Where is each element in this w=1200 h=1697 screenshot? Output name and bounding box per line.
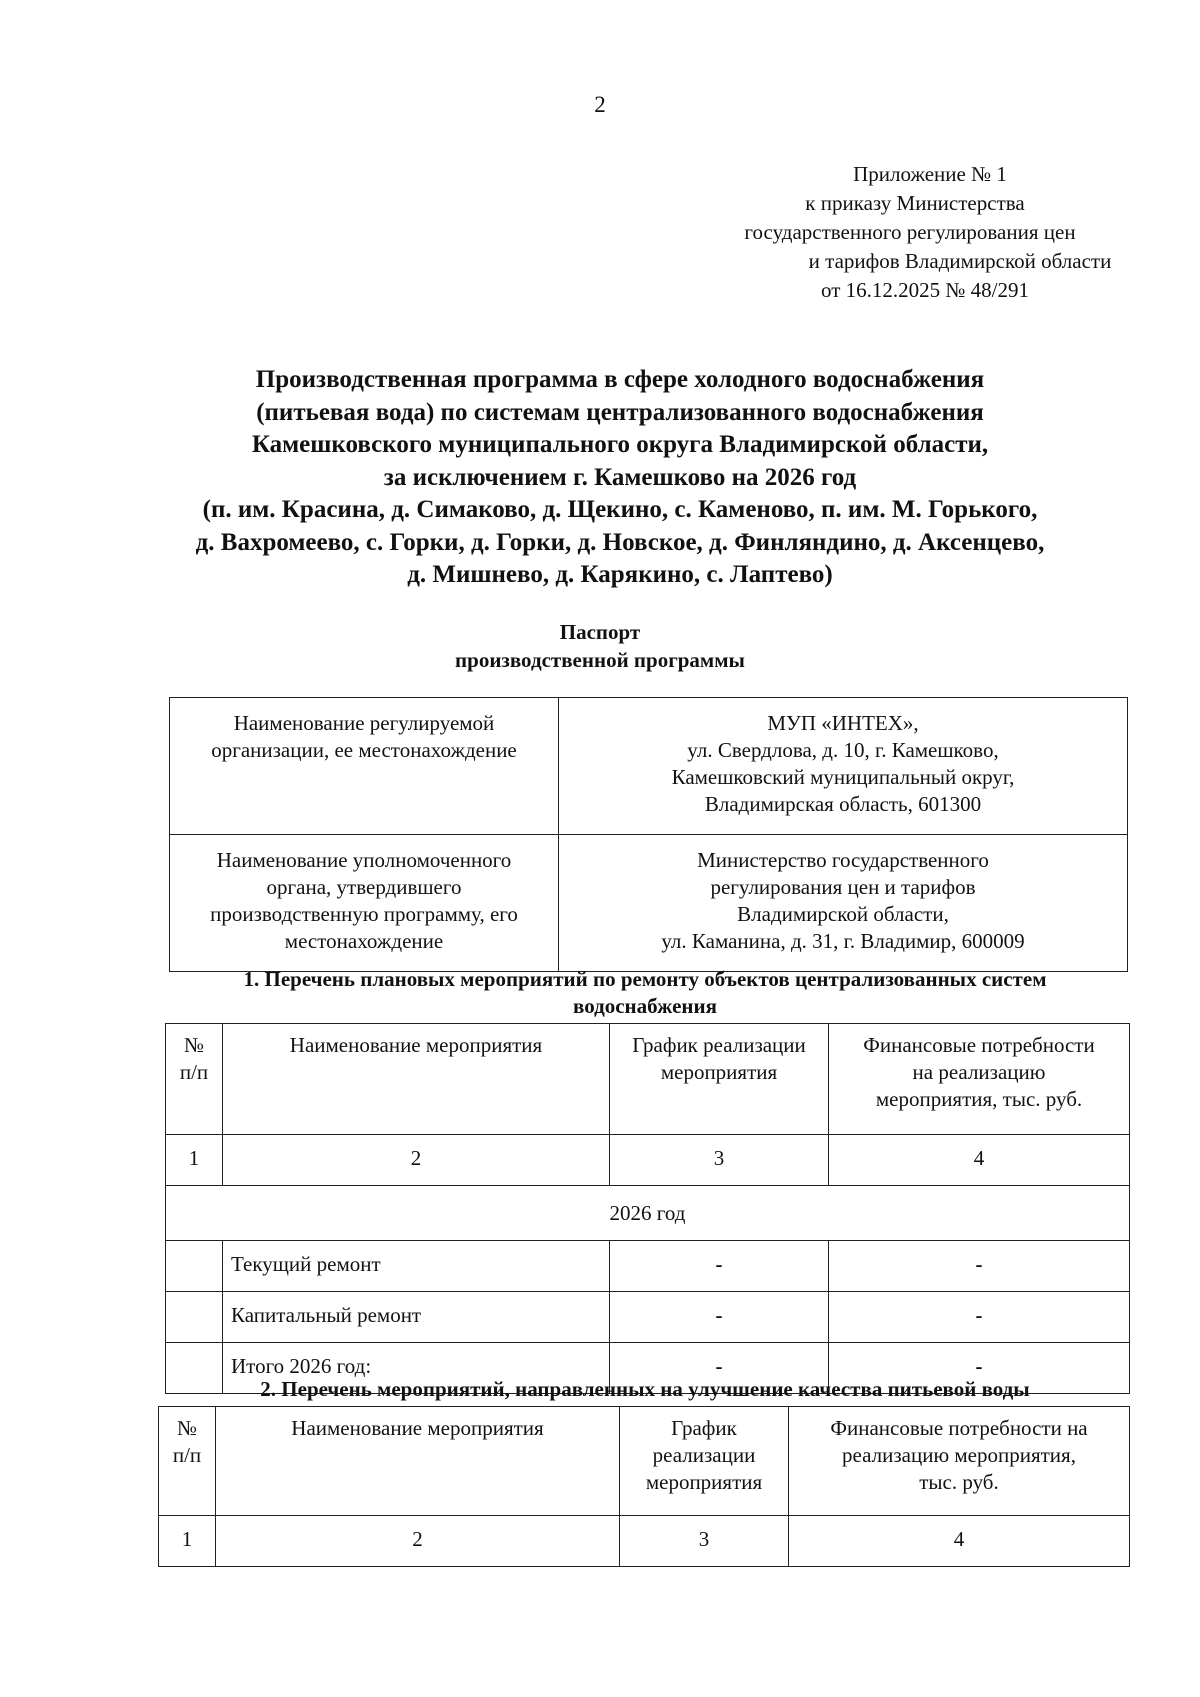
row-num-cell	[166, 1292, 223, 1343]
row-finance-cell: -	[829, 1241, 1130, 1292]
cell-line: ул. Каманина, д. 31, г. Владимир, 600009	[661, 929, 1025, 953]
column-number-cell: 3	[610, 1135, 829, 1186]
passport-label-cell	[170, 835, 559, 972]
header-schedule-cell	[610, 1024, 829, 1135]
row-finance-cell: -	[829, 1292, 1130, 1343]
cell-line: Финансовые потребности	[863, 1033, 1095, 1057]
cell-line: реализации	[652, 1443, 756, 1467]
row-schedule-cell: -	[610, 1241, 829, 1292]
table-row	[166, 1241, 1130, 1292]
column-number-row	[159, 1516, 1130, 1567]
cell-line: Владимирской области,	[737, 902, 949, 926]
header-num-cell	[159, 1407, 216, 1516]
passport-value-cell	[559, 698, 1128, 835]
cell-line: График	[671, 1416, 737, 1440]
title-line: Камешковского муниципального округа Владимирской области,	[251, 431, 989, 458]
cell-line: Наименование мероприятия	[289, 1033, 543, 1057]
cell-line: №	[176, 1416, 198, 1440]
passport-heading-line: производственной программы	[455, 648, 745, 672]
document-title	[120, 364, 1120, 592]
cell-line: Финансовые потребности на	[830, 1416, 1088, 1440]
row-finance-cell: -	[829, 1343, 1130, 1394]
cell-line: МУП «ИНТЕХ»,	[767, 711, 919, 735]
title-line: Производственная программа в сфере холодного водоснабжения	[255, 366, 985, 393]
row-name-cell: Текущий ремонт	[223, 1241, 610, 1292]
column-number-row	[166, 1135, 1130, 1186]
cell-line: Наименование регулируемой	[233, 711, 495, 735]
cell-line: регулирования цен и тарифов	[710, 875, 976, 899]
passport-table	[169, 697, 1128, 972]
appendix-block	[700, 160, 1120, 305]
header-schedule-cell	[620, 1407, 789, 1516]
table-row	[170, 698, 1128, 835]
section1-heading	[160, 966, 1130, 1020]
passport-label-cell	[170, 698, 559, 835]
cell-line: Наименование уполномоченного	[216, 848, 512, 872]
cell-line: №	[183, 1033, 205, 1057]
column-number-cell: 2	[223, 1135, 610, 1186]
title-line: за исключением г. Камешково на 2026 год	[383, 463, 857, 491]
cell-line: мероприятия	[645, 1470, 763, 1494]
passport-heading-line: Паспорт	[559, 620, 641, 644]
appendix-line: Приложение № 1	[853, 162, 1007, 186]
passport-value-cell	[559, 835, 1128, 972]
appendix-line: к приказу Министерства	[805, 191, 1025, 215]
cell-line: п/п	[179, 1060, 209, 1084]
cell-line: п/п	[172, 1443, 202, 1467]
column-number-cell: 3	[620, 1516, 789, 1567]
cell-line: органа, утвердившего	[266, 875, 462, 899]
appendix-line: и тарифов Владимирской области	[808, 249, 1112, 273]
table-header-row	[159, 1407, 1130, 1516]
column-number-cell: 4	[829, 1135, 1130, 1186]
header-finance-cell	[789, 1407, 1130, 1516]
appendix-line: государственного регулирования цен	[744, 220, 1076, 244]
header-num-cell	[166, 1024, 223, 1135]
cell-line: тыс. руб.	[919, 1470, 999, 1494]
section2-heading: 2. Перечень мероприятий, направленных на улучшение качества питьевой воды	[260, 1377, 1030, 1401]
column-number-cell: 1	[159, 1516, 216, 1567]
section1-table	[165, 1023, 1130, 1394]
cell-line: ул. Свердлова, д. 10, г. Камешково,	[687, 738, 999, 762]
cell-line: на реализацию	[912, 1060, 1046, 1084]
title-line: д. Мишнево, д. Карякино, с. Лаптево)	[407, 561, 833, 588]
section2-table	[158, 1406, 1130, 1567]
row-schedule-cell: -	[610, 1292, 829, 1343]
title-line: (п. им. Красина, д. Симаково, д. Щекино, с. Каменово, п. им. М. Горького,	[202, 496, 1038, 523]
title-line: д. Вахромеево, с. Горки, д. Горки, д. Новское, д. Финляндино, д. Аксенцево,	[195, 528, 1045, 556]
appendix-line: от 16.12.2025 № 48/291	[820, 278, 1030, 302]
row-name-cell: Итого 2026 год:	[223, 1343, 610, 1394]
cell-line: Владимирская область, 601300	[704, 792, 982, 816]
table-row	[170, 835, 1128, 972]
cell-line: реализацию мероприятия,	[842, 1443, 1076, 1467]
page-number: 2	[594, 92, 606, 117]
title-line: (питьевая вода) по системам централизованного водоснабжения	[256, 398, 984, 426]
row-schedule-cell: -	[610, 1343, 829, 1394]
cell-line: График реализации	[632, 1033, 806, 1057]
passport-heading	[0, 618, 1200, 674]
table-row	[166, 1292, 1130, 1343]
column-number-cell: 4	[789, 1516, 1130, 1567]
cell-line: мероприятия, тыс. руб.	[875, 1087, 1083, 1111]
section-heading-line: 1. Перечень плановых мероприятий по ремонту объектов централизованных систем	[243, 967, 1047, 991]
year-row	[166, 1186, 1130, 1241]
cell-line: производственную программу, его	[210, 902, 518, 926]
section-heading-line: водоснабжения	[573, 994, 717, 1018]
cell-line: организации, ее местонахождение	[211, 738, 517, 762]
cell-line: мероприятия	[660, 1060, 778, 1084]
column-number-cell: 2	[216, 1516, 620, 1567]
row-name-cell: Капитальный ремонт	[223, 1292, 610, 1343]
cell-line: местонахождение	[284, 929, 444, 953]
cell-line: Министерство государственного	[697, 848, 989, 872]
year-label-cell: 2026 год	[166, 1186, 1130, 1241]
cell-line: Наименование мероприятия	[291, 1416, 544, 1440]
table-header-row	[166, 1024, 1130, 1135]
header-finance-cell	[829, 1024, 1130, 1135]
header-name-cell	[223, 1024, 610, 1135]
column-number-cell: 1	[166, 1135, 223, 1186]
row-num-cell	[166, 1241, 223, 1292]
header-name-cell	[216, 1407, 620, 1516]
cell-line: Камешковский муниципальный округ,	[671, 765, 1015, 789]
